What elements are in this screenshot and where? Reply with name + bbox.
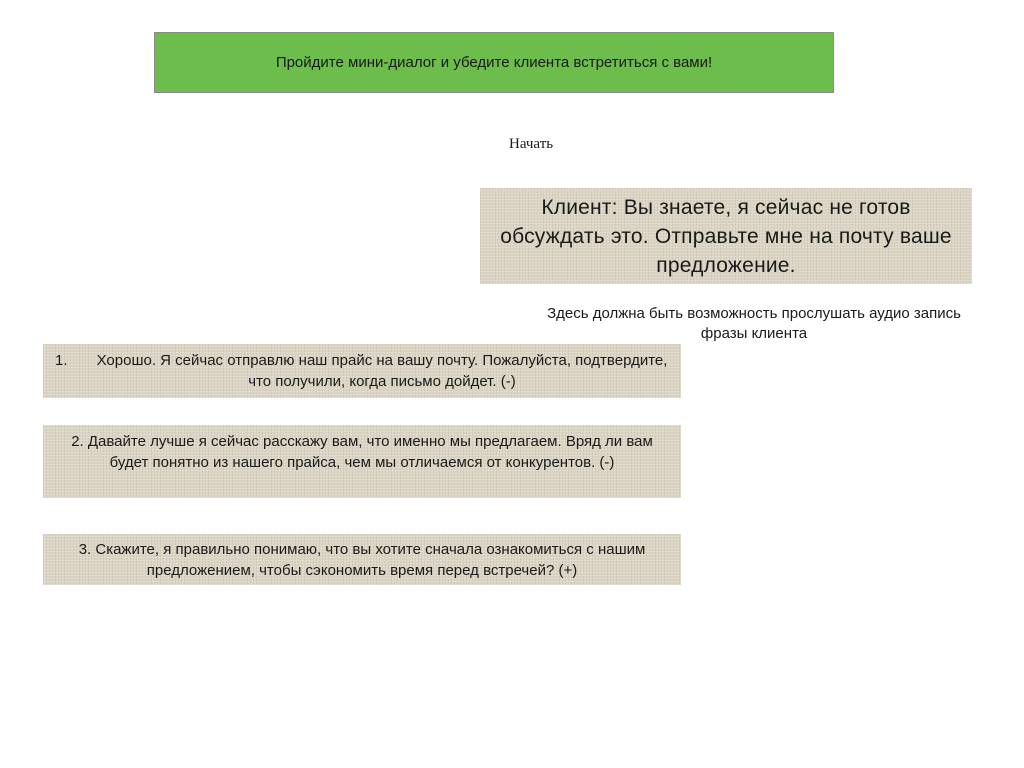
answer-option-text: 2. Давайте лучше я сейчас расскажу вам, что именно мы предлагаем. Вряд ли вам будет понятно из нашего прайса, чем мы отличаемся от конкурентов. (-) xyxy=(71,433,653,471)
audio-placeholder-note: Здесь должна быть возможность прослушать аудио запись фразы клиента xyxy=(547,305,961,342)
answer-option-number: 1. xyxy=(55,352,68,369)
client-phrase-text: Клиент: Вы знаете, я сейчас не готов обсуждать это. Отправьте мне на почту ваше предложение. xyxy=(500,195,952,277)
instruction-text: Пройдите мини-диалог и убедите клиента встретиться с вами! xyxy=(275,54,713,71)
start-button[interactable]: Начать xyxy=(509,136,554,152)
client-phrase-card xyxy=(480,188,972,284)
answer-option-text: Хорошо. Я сейчас отправлю наш прайс на вашу почту. Пожалуйста, подтвердите, что получили, когда письмо дойдет. (-) xyxy=(96,352,668,390)
answer-option-3[interactable] xyxy=(43,534,681,585)
answer-option-1[interactable] xyxy=(43,344,681,398)
answer-option-text: 3. Скажите, я правильно понимаю, что вы хотите сначала ознакомиться с нашим предложением, чтобы сэкономить время перед встречей? (+) xyxy=(78,541,646,579)
instruction-banner xyxy=(154,32,834,93)
answer-option-2[interactable] xyxy=(43,425,681,498)
